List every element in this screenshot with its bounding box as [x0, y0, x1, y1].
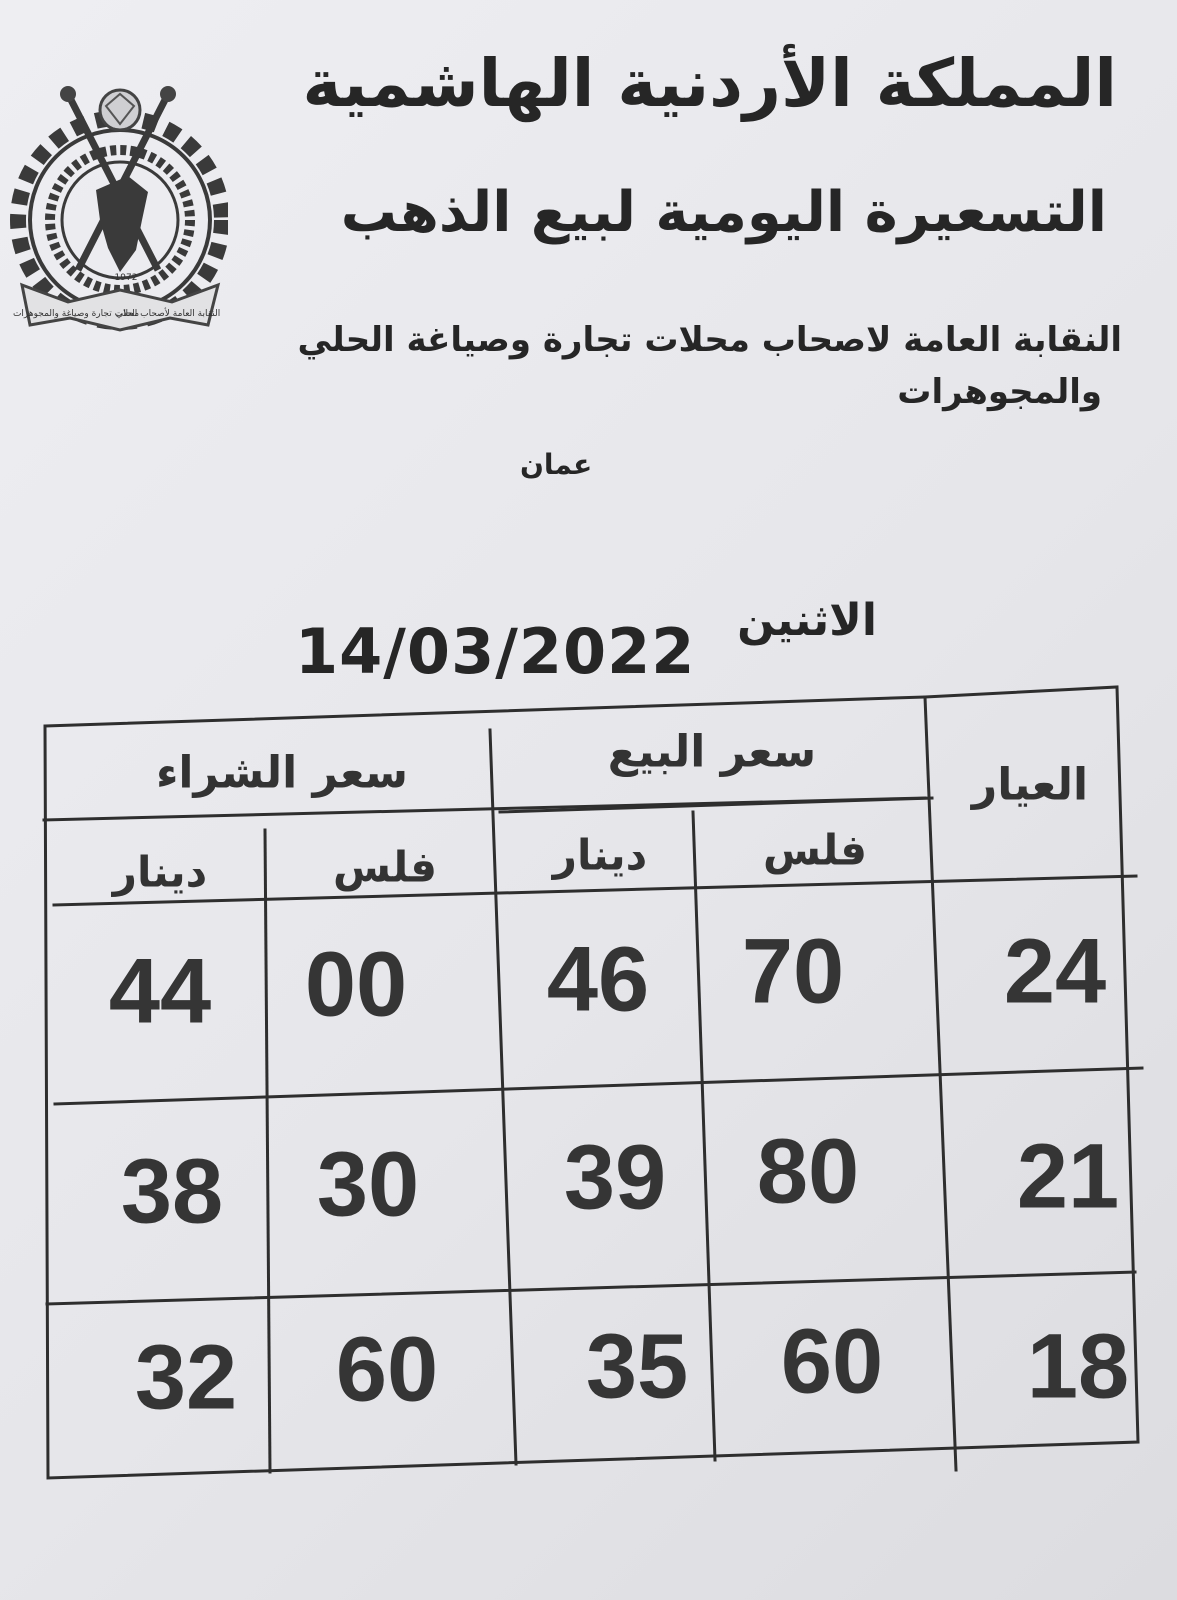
emblem-ribbon-left-text: محلات تجارة وصياغة والمجوهرات [12, 309, 140, 319]
kingdom-title: المملكة الأردنية الهاشمية [302, 45, 1117, 122]
buy-fils-header: فلس [332, 842, 438, 892]
sell-price-header: سعر البيع [607, 726, 817, 778]
table-row-24-karat: 24 [1003, 920, 1107, 1023]
price-date: 14/03/2022 [295, 615, 696, 688]
sell-fils-header: فلس [762, 825, 868, 875]
emblem-ribbon-right-text: النقابة العامة لأصحاب الحلي [115, 309, 221, 319]
syndicate-name-line1: النقابة العامة لاصحاب محلات تجارة وصياغة الحلي [297, 320, 1122, 360]
table-row-21-buy-fils: 30 [316, 1133, 420, 1236]
table-row-18-sell-dinar: 35 [585, 1315, 689, 1418]
buy-price-header: سعر الشراء [155, 747, 409, 799]
table-row-21-sell-fils: 80 [756, 1120, 860, 1223]
karat-column-header: العيار [971, 759, 1089, 811]
table-row-24-sell-fils: 70 [741, 920, 845, 1023]
table-row-21-sell-dinar: 39 [563, 1126, 667, 1229]
table-row-21-karat: 21 [1016, 1125, 1120, 1228]
table-row-24-buy-fils: 00 [304, 933, 408, 1036]
day-of-week: الاثنين [737, 595, 877, 646]
table-row-18-buy-fils: 60 [335, 1318, 439, 1421]
table-row-24-sell-dinar: 46 [546, 928, 650, 1031]
buy-dinar-header: دينار [112, 847, 208, 897]
daily-pricing-subtitle: التسعيرة اليومية لبيع الذهب [340, 180, 1107, 245]
syndicate-name-line2: والمجوهرات [897, 372, 1102, 412]
sell-dinar-header: دينار [552, 830, 648, 880]
table-row-18-buy-dinar: 32 [134, 1326, 238, 1429]
emblem-year: 1972 [114, 273, 138, 283]
city-label: عمان [520, 448, 593, 481]
table-row-18-sell-fils: 60 [780, 1310, 884, 1413]
table-row-18-karat: 18 [1026, 1315, 1130, 1418]
table-row-24-buy-dinar: 44 [108, 940, 212, 1043]
table-row-21-buy-dinar: 38 [120, 1140, 224, 1243]
